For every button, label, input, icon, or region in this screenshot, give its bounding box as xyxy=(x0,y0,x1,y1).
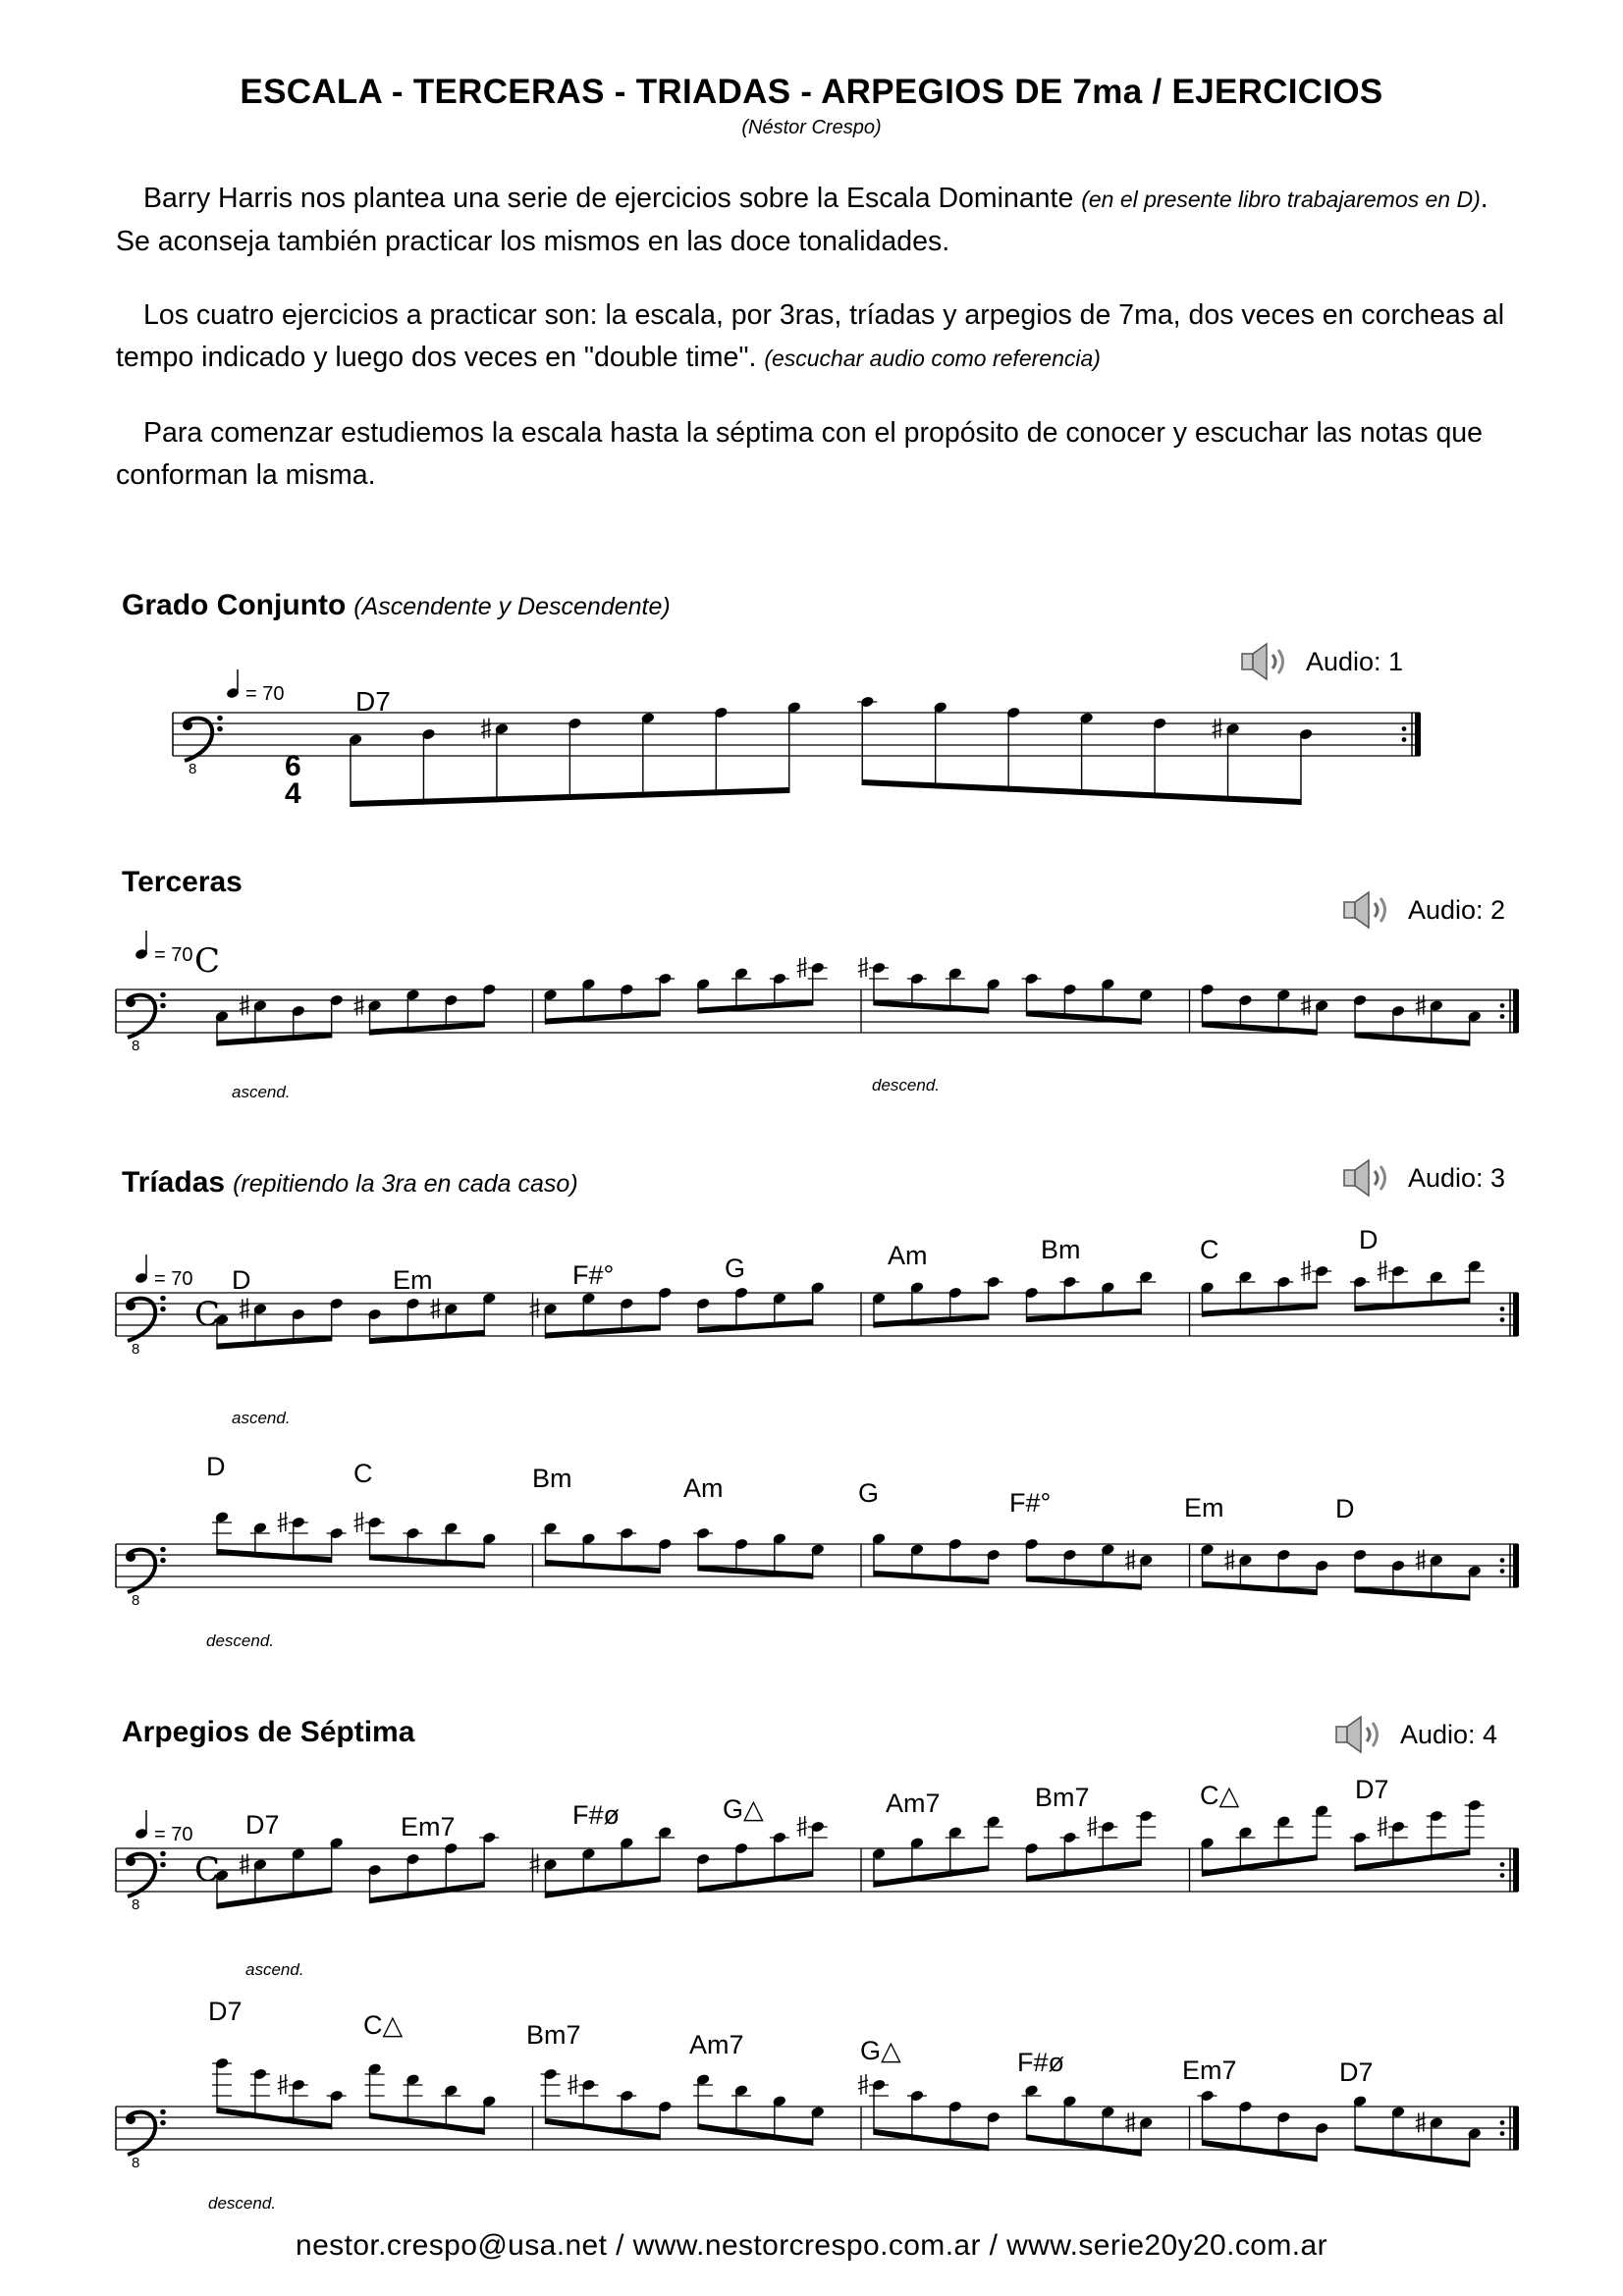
beam xyxy=(1355,1032,1470,1045)
label-ascend-arpegios: ascend. xyxy=(245,1960,304,1979)
sharp-sign xyxy=(1087,1816,1097,1837)
repeat-dot xyxy=(1500,1873,1505,1878)
barline-final-thick xyxy=(1513,1544,1519,1587)
barline-final-thick xyxy=(1513,989,1519,1033)
tempo-triadas-text: = 70 xyxy=(154,1268,193,1290)
beam xyxy=(1027,2134,1142,2157)
arpegios-desc-beam xyxy=(1027,2091,1142,2157)
tempo-arpegios-text: = 70 xyxy=(154,1824,193,1845)
section-grado-subtitle: (Ascendente y Descendente) xyxy=(353,593,671,620)
bass-clef-dot xyxy=(160,1296,166,1302)
chord-label: D7 xyxy=(208,1997,243,2026)
chord-label: Em xyxy=(1184,1493,1224,1522)
chord-label: Em7 xyxy=(1182,2056,1237,2085)
bass-clef-dot xyxy=(217,716,223,721)
octave-8-mark: 8 xyxy=(132,1896,140,1913)
arpegios-asc-beam xyxy=(546,1833,661,1898)
tempo-terceras-text: = 70 xyxy=(154,944,193,966)
sharp-sign xyxy=(278,1512,288,1532)
beam xyxy=(698,1319,813,1333)
sharp-sign xyxy=(354,995,364,1016)
time-sig-bottom: 4 xyxy=(285,777,301,810)
sharp-sign xyxy=(858,2074,868,2095)
chord-label: G xyxy=(858,1478,880,1508)
triadas-desc-beam xyxy=(217,1518,332,1564)
beam xyxy=(546,1560,661,1574)
triadas-asc-beam xyxy=(217,1304,332,1350)
arpegios-desc-beam xyxy=(1355,2102,1470,2167)
time-sig-common: C xyxy=(194,1850,221,1890)
triadas-asc-beam xyxy=(370,1299,485,1345)
chord-d7: D7 xyxy=(355,686,391,717)
arpegios-desc-beam xyxy=(370,2069,485,2135)
chord-label: G xyxy=(725,1254,746,1283)
bass-clef-dot xyxy=(126,1301,135,1310)
repeat-dot xyxy=(1402,737,1407,742)
sharp-sign xyxy=(1213,719,1222,739)
label-ascend-triadas: ascend. xyxy=(232,1409,291,1427)
intro-p1-rest: . Se aconseja también practicar los mismos en las doce tonalidades. xyxy=(116,183,1488,257)
chord-label: C xyxy=(353,1459,373,1488)
triadas-desc-beam xyxy=(874,1539,989,1585)
section-terceras-title: Terceras xyxy=(122,866,243,898)
barline-final-thick xyxy=(1415,713,1421,756)
beam xyxy=(217,1887,332,1909)
beam xyxy=(217,1549,332,1563)
sharp-sign xyxy=(481,719,491,739)
beam xyxy=(1355,1298,1470,1311)
section-triadas-subtitle: (repitiendo la 3ra en cada caso) xyxy=(233,1170,578,1198)
bass-clef-dot xyxy=(126,1552,135,1562)
sharp-sign xyxy=(430,1299,440,1319)
bass-clef-dot xyxy=(160,1307,166,1312)
beam xyxy=(217,2108,332,2130)
beam xyxy=(217,1335,332,1349)
sharp-sign xyxy=(1378,1260,1387,1281)
bass-clef-dot xyxy=(126,2114,135,2124)
chord-label: Bm xyxy=(1041,1235,1081,1264)
chord-label: Em xyxy=(393,1265,433,1295)
terceras-beam xyxy=(1027,979,1142,1025)
bass-clef-dot xyxy=(160,1003,166,1009)
arpegios-asc-beam xyxy=(217,1843,332,1909)
chord-label: Am xyxy=(888,1241,928,1270)
arpegios-desc-beam xyxy=(698,2080,813,2146)
beam xyxy=(1355,1586,1470,1600)
triadas-asc-staff xyxy=(116,1293,1519,1341)
audio-2-label: Audio: 2 xyxy=(1408,894,1506,925)
sharp-sign xyxy=(354,1512,364,1532)
label-descend-triadas: descend. xyxy=(206,1631,274,1650)
grado-notes xyxy=(349,696,1314,746)
sharp-sign xyxy=(530,1854,540,1875)
sharp-sign xyxy=(1301,995,1311,1016)
barline-final-thick xyxy=(1513,2107,1519,2150)
bass-clef-dot xyxy=(183,721,192,730)
beam xyxy=(370,1330,485,1344)
sharp-sign xyxy=(1125,1550,1135,1571)
sharp-sign xyxy=(1416,2112,1426,2133)
beam xyxy=(874,1571,989,1584)
beam xyxy=(698,1871,813,1894)
sharp-sign xyxy=(1416,995,1426,1016)
triadas-asc-beam xyxy=(1203,1271,1318,1317)
chord-label: F#° xyxy=(1009,1488,1052,1518)
audio-4-label: Audio: 4 xyxy=(1400,1719,1498,1749)
intro-p3: Para comenzar estudiemos la escala hasta la séptima con el propósito de conocer y escuchar las notas que conforman la misma. xyxy=(116,417,1484,491)
sharp-sign xyxy=(1301,1260,1311,1281)
sharp-sign xyxy=(1125,2112,1135,2133)
triadas-desc-beam xyxy=(1027,1544,1142,1590)
barline-final-thick xyxy=(1513,1848,1519,1892)
chord-label: G△ xyxy=(723,1794,764,1824)
chord-label: D7 xyxy=(245,1810,280,1840)
beam xyxy=(1355,1849,1470,1872)
label-descend-terceras: descend. xyxy=(872,1076,940,1095)
sharp-sign xyxy=(1378,1816,1387,1837)
beam xyxy=(698,2123,813,2146)
sharp-sign xyxy=(240,1299,249,1319)
beam xyxy=(1027,1308,1142,1322)
beam xyxy=(1027,1860,1142,1883)
chord-label: F#ø xyxy=(572,1800,621,1830)
sharp-sign xyxy=(1416,1550,1426,1571)
bass-clef-dot xyxy=(160,1558,166,1564)
section-triadas-title: Tríadas xyxy=(122,1166,226,1199)
terceras-beam xyxy=(370,989,485,1036)
repeat-dot xyxy=(1500,1862,1505,1867)
sharp-sign xyxy=(240,995,249,1016)
sharp-sign xyxy=(278,2074,288,2095)
bass-clef-dot xyxy=(217,726,223,732)
page-title: ESCALA - TERCERAS - TRIADAS - ARPEGIOS DE 7ma / EJERCICIOS xyxy=(240,73,1383,111)
repeat-dot xyxy=(1500,1558,1505,1563)
arpegios-asc-beam xyxy=(874,1822,989,1888)
audio-3-label: Audio: 3 xyxy=(1408,1162,1506,1193)
beam xyxy=(370,1882,485,1904)
author: (Néstor Crespo) xyxy=(741,117,882,138)
chord-label: C△ xyxy=(363,2010,404,2040)
beam xyxy=(874,1865,989,1888)
chord-label: D7 xyxy=(1355,1775,1389,1804)
intro-p1-main: Barry Harris nos plantea una serie de ejercicios sobre la Escala Dominante xyxy=(143,183,1074,214)
beam xyxy=(1203,1854,1318,1877)
sharp-sign xyxy=(858,957,868,978)
beam xyxy=(1203,2140,1318,2163)
triadas-asc-beam xyxy=(698,1288,813,1334)
octave-8-mark: 8 xyxy=(132,2155,140,2171)
repeat-dot xyxy=(1500,1307,1505,1311)
octave-8-mark: 8 xyxy=(132,1038,140,1054)
section-grado-title: Grado Conjunto xyxy=(122,589,347,621)
triadas-asc-beam xyxy=(1027,1277,1142,1323)
arpegios-asc-beam xyxy=(1355,1805,1470,1871)
sharp-sign xyxy=(1224,1550,1234,1571)
terceras-beam xyxy=(546,979,661,1025)
chord-label: F#° xyxy=(572,1260,615,1290)
beam xyxy=(874,2129,989,2152)
repeat-dot xyxy=(1402,726,1407,731)
time-sig-common: C xyxy=(194,941,221,981)
repeat-dot xyxy=(1500,2120,1505,2125)
bass-clef-dot xyxy=(160,2120,166,2126)
terceras-beam xyxy=(874,968,989,1014)
footer-contact: nestor.crespo@usa.net / www.nestorcrespo.com.ar / www.serie20y20.com.ar xyxy=(296,2229,1327,2262)
beam xyxy=(1355,2145,1470,2167)
bass-clef-dot xyxy=(160,992,166,998)
chord-label: Am7 xyxy=(689,2030,744,2059)
triadas-asc-beam xyxy=(874,1282,989,1328)
chord-label: D xyxy=(1359,1225,1379,1255)
time-sig-common: C xyxy=(194,1295,221,1334)
chord-label: D xyxy=(1335,1494,1355,1523)
chord-label: D xyxy=(206,1452,226,1481)
tempo-grado-text: = 70 xyxy=(245,683,285,705)
repeat-dot xyxy=(1500,2131,1505,2136)
sharp-sign xyxy=(240,1854,249,1875)
arpegios-desc-beam xyxy=(217,2063,332,2129)
chord-label: Bm7 xyxy=(1035,1783,1090,1812)
chord-label: C xyxy=(1200,1235,1219,1264)
beam xyxy=(546,1876,661,1898)
bass-clef-dot xyxy=(126,1856,135,1866)
sharp-sign xyxy=(530,1299,540,1319)
section-arpegios-title: Arpegios de Séptima xyxy=(122,1716,415,1748)
barline-final-thick xyxy=(1513,1293,1519,1336)
chord-label: D xyxy=(232,1265,251,1295)
octave-8-mark: 8 xyxy=(132,1592,140,1609)
label-ascend-terceras: ascend. xyxy=(232,1083,291,1101)
terceras-beam xyxy=(1203,989,1318,1036)
triadas-desc-beam xyxy=(1203,1550,1318,1596)
bass-clef-dot xyxy=(160,1862,166,1868)
sharp-sign xyxy=(797,957,807,978)
arpegios-asc-beam xyxy=(1203,1811,1318,1877)
repeat-dot xyxy=(1500,1317,1505,1322)
octave-8-mark: 8 xyxy=(132,1341,140,1358)
beam xyxy=(217,1032,332,1045)
chord-label: D7 xyxy=(1339,2057,1374,2087)
beam xyxy=(370,2112,485,2135)
repeat-dot xyxy=(1500,1014,1505,1019)
chord-label: Am xyxy=(683,1473,724,1503)
triadas-desc-beam xyxy=(546,1528,661,1575)
triadas-desc-beam xyxy=(1355,1555,1470,1601)
intro-p2-main: Los cuatro ejercicios a practicar son: la escala, por 3ras, tríadas y arpegios de 7ma, dos veces en corcheas al tempo indicado y luego dos veces en "double time". xyxy=(116,299,1505,373)
beam xyxy=(546,2118,661,2141)
intro-p1-italic: (en el presente libro trabajaremos en D) xyxy=(1081,187,1481,212)
beam xyxy=(1203,1581,1318,1595)
repeat-dot xyxy=(1500,1003,1505,1008)
chord-label: F#ø xyxy=(1017,2048,1065,2077)
bass-clef-dot xyxy=(160,1547,166,1553)
repeat-dot xyxy=(1500,1569,1505,1574)
sharp-sign xyxy=(568,2074,577,2095)
chord-label: Em7 xyxy=(401,1812,456,1842)
triadas-desc-beam xyxy=(370,1522,485,1569)
triadas-asc-beam xyxy=(546,1293,661,1339)
octave-8-mark: 8 xyxy=(189,761,197,777)
triadas-asc-beam xyxy=(1355,1266,1470,1312)
bass-clef-dot xyxy=(160,2109,166,2115)
terceras-beam xyxy=(698,968,813,1014)
terceras-beam xyxy=(1355,1000,1470,1046)
time-sig-top: 6 xyxy=(285,750,301,782)
intro-p2-italic: (escuchar audio como referencia) xyxy=(764,346,1101,371)
terceras-beam xyxy=(217,1000,332,1046)
sharp-sign xyxy=(797,1816,807,1837)
chord-label: Bm7 xyxy=(526,2020,581,2050)
arpegios-desc-notes xyxy=(212,2057,1482,2140)
bass-clef-dot xyxy=(126,997,135,1007)
chord-label: Bm xyxy=(532,1464,572,1493)
chord-label: C△ xyxy=(1200,1781,1240,1810)
chord-label: Am7 xyxy=(886,1789,941,1818)
bass-clef-dot xyxy=(160,1851,166,1857)
triadas-desc-beam xyxy=(698,1533,813,1579)
chord-label: G△ xyxy=(860,2036,901,2065)
audio-1-label: Audio: 1 xyxy=(1306,646,1404,676)
label-descend-arpegios: descend. xyxy=(208,2194,276,2213)
